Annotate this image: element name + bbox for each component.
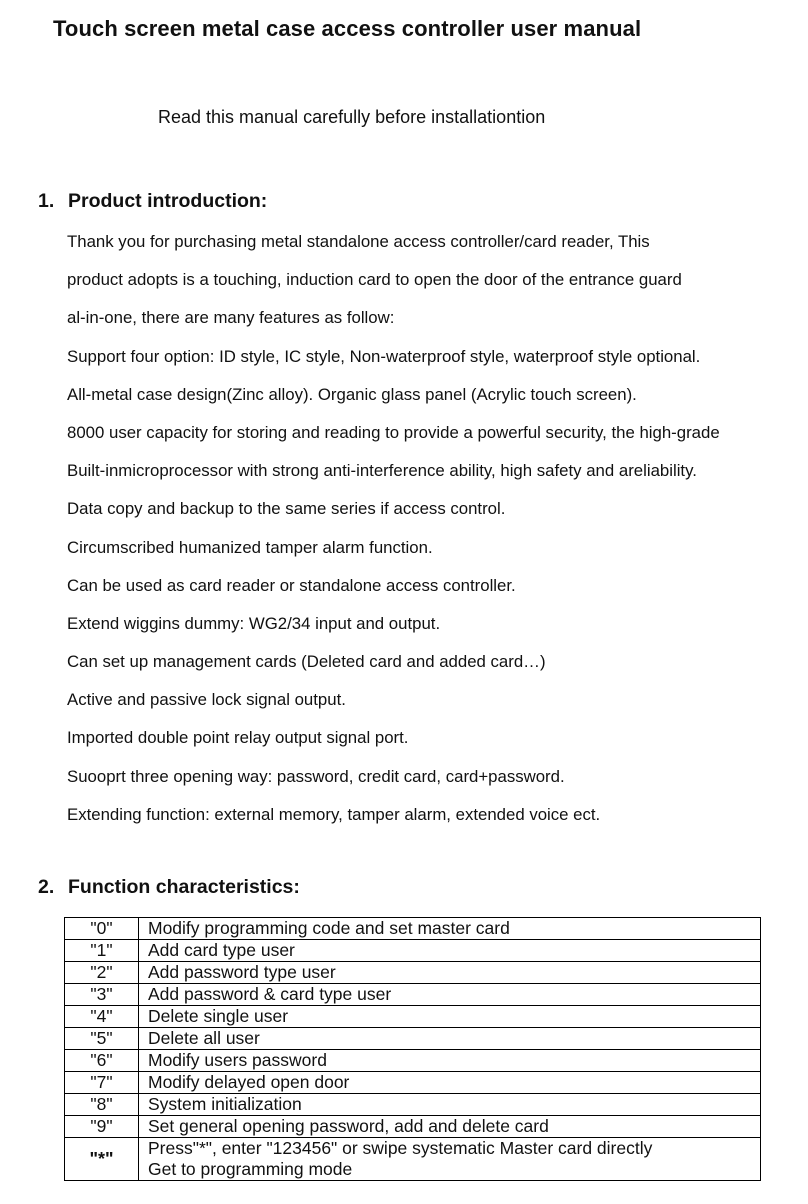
function-description: Delete all user xyxy=(139,1028,761,1050)
function-key: "7" xyxy=(65,1072,139,1094)
function-key: "*" xyxy=(65,1138,139,1181)
table-row xyxy=(65,1072,761,1094)
function-key: "9" xyxy=(65,1116,139,1138)
table-row xyxy=(65,1006,761,1028)
function-description: Modify users password xyxy=(139,1050,761,1072)
intro-line: Extend wiggins dummy: WG2/34 input and output. xyxy=(67,613,441,633)
function-key: "5" xyxy=(65,1028,139,1050)
function-description xyxy=(139,1138,761,1181)
table-row xyxy=(65,1050,761,1072)
table-row xyxy=(65,918,761,940)
function-description: Add card type user xyxy=(139,940,761,962)
table-row xyxy=(65,940,761,962)
table-row xyxy=(65,1094,761,1116)
function-description-line: Get to programming mode xyxy=(148,1159,353,1179)
function-description-line: Press"*", enter "123456" or swipe systematic Master card directly xyxy=(148,1138,653,1158)
intro-line: Support four option: ID style, IC style, Non-waterproof style, waterproof style optional. xyxy=(67,346,701,366)
function-description: Add password & card type user xyxy=(139,984,761,1006)
intro-line: Data copy and backup to the same series if access control. xyxy=(67,499,506,519)
table-row xyxy=(65,1138,761,1181)
intro-line: al-in-one, there are many features as follow: xyxy=(67,308,395,328)
section-number: 1. xyxy=(38,190,55,212)
function-table xyxy=(64,917,761,1181)
intro-line: Can set up management cards (Deleted card and added card…) xyxy=(67,652,546,672)
document-title: Touch screen metal case access controller user manual xyxy=(53,16,642,41)
document-subtitle: Read this manual carefully before installationtion xyxy=(158,107,546,127)
section-heading-function-characteristics xyxy=(38,876,300,899)
section-title: Product introduction: xyxy=(68,190,268,212)
table-row xyxy=(65,1028,761,1050)
function-key: "6" xyxy=(65,1050,139,1072)
section-heading-product-introduction xyxy=(38,190,267,213)
function-key: "2" xyxy=(65,962,139,984)
function-description: Modify delayed open door xyxy=(139,1072,761,1094)
table-row xyxy=(65,984,761,1006)
intro-line: Thank you for purchasing metal standalone access controller/card reader, This xyxy=(67,232,650,251)
function-key: "3" xyxy=(65,984,139,1006)
function-description: Modify programming code and set master card xyxy=(139,918,761,940)
intro-line: Can be used as card reader or standalone access controller. xyxy=(67,575,516,595)
function-description: Delete single user xyxy=(139,1006,761,1028)
section-title: Function characteristics: xyxy=(68,876,300,898)
intro-line: Circumscribed humanized tamper alarm function. xyxy=(67,537,433,557)
intro-line: 8000 user capacity for storing and reading to provide a powerful security, the high-grade xyxy=(67,422,720,442)
function-description: System initialization xyxy=(139,1094,761,1116)
section-number: 2. xyxy=(38,876,55,898)
intro-line: Built-inmicroprocessor with strong anti-interference ability, high safety and areliability. xyxy=(67,461,697,481)
intro-line: product adopts is a touching, induction card to open the door of the entrance guard xyxy=(67,270,682,290)
table-row xyxy=(65,1116,761,1138)
intro-line: Extending function: external memory, tamper alarm, extended voice ect. xyxy=(67,804,601,824)
intro-line: Suooprt three opening way: password, credit card, card+password. xyxy=(67,766,565,786)
function-key: "0" xyxy=(65,918,139,940)
table-row xyxy=(65,962,761,984)
function-key: "1" xyxy=(65,940,139,962)
function-key: "4" xyxy=(65,1006,139,1028)
intro-line: Imported double point relay output signal port. xyxy=(67,728,409,748)
function-description: Set general opening password, add and delete card xyxy=(139,1116,761,1138)
function-key: "8" xyxy=(65,1094,139,1116)
function-description: Add password type user xyxy=(139,962,761,984)
intro-line: Active and passive lock signal output. xyxy=(67,690,346,710)
intro-line: All-metal case design(Zinc alloy). Organic glass panel (Acrylic touch screen). xyxy=(67,384,637,404)
product-introduction-list xyxy=(67,223,720,834)
